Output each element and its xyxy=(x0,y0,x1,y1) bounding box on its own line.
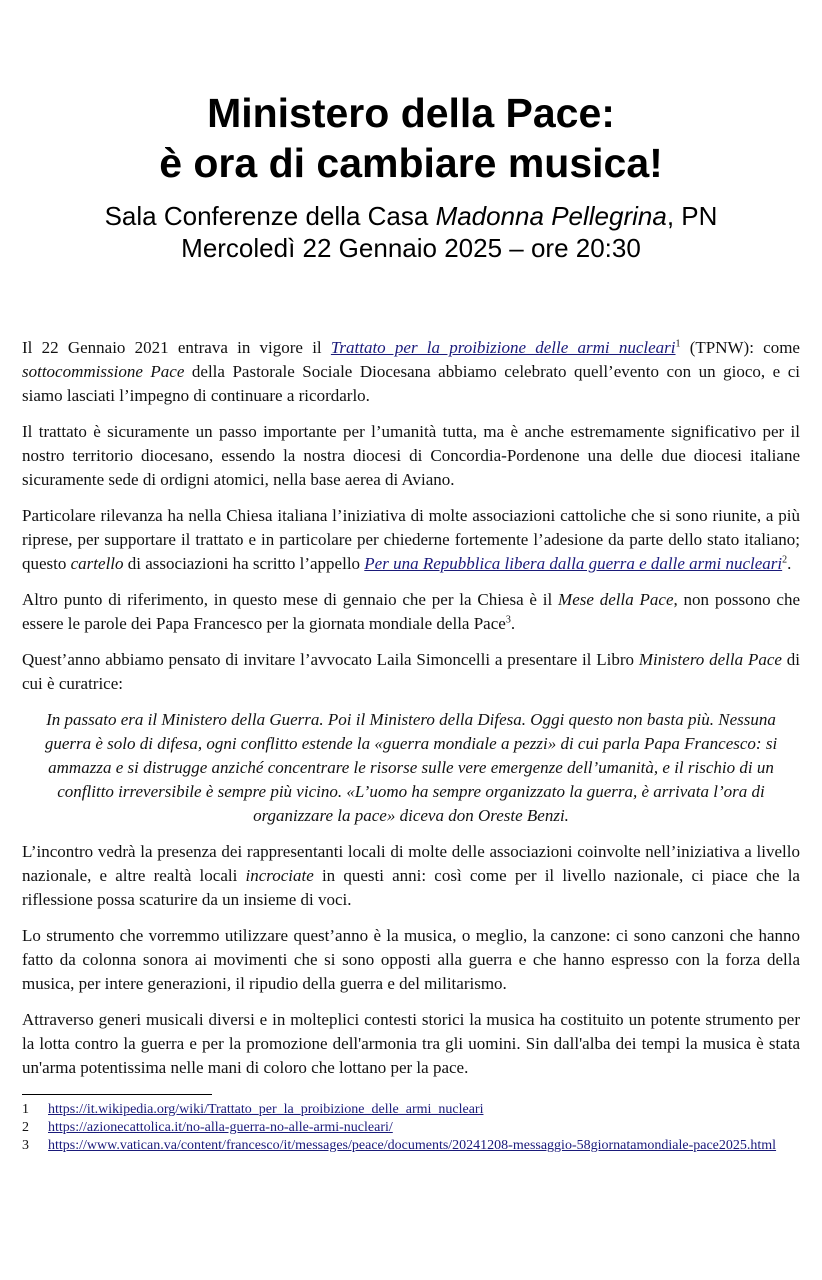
paragraph-text: Altro punto di riferimento, in questo mese di gennaio che per la Chiesa è il xyxy=(22,590,559,609)
footnote-1 xyxy=(22,1101,800,1118)
emphasis-text: incrociate xyxy=(245,866,314,885)
book-quote: In passato era il Ministero della Guerra. Poi il Ministero della Difesa. Oggi questo non basta più. Nessuna guerra è solo di difesa, ogni conflitto estende la «guerra mondiale a pezzi» di cui parla Papa Francesco: si ammazza e si distrugge anziché concentrare le risorse sulle vere emergenze dell’umanità, e il rischio di un conflitto irreversibile è sempre più vicino. «L’uomo ha sempre organizzato la guerra, è arrivata l’ora di organizzare la pace» diceva don Oreste Benzi. xyxy=(44,710,778,825)
footnote-divider xyxy=(22,1094,212,1095)
paragraph-3 xyxy=(22,504,800,576)
footnote-number: 2 xyxy=(22,1120,29,1135)
title-line-1: Ministero della Pace: xyxy=(207,90,615,136)
appeal-link[interactable]: Per una Repubblica libera dalla guerra e dalle armi nucleari xyxy=(364,554,783,573)
tpnw-link[interactable]: Trattato per la proibizione delle armi nucleari xyxy=(330,338,676,357)
paragraph-text: L’incontro vedrà la presenza dei rappresentanti locali di molte delle associazioni coinvolte nell’iniziativa a livello nazionale, e altre realtà locali xyxy=(22,842,800,885)
paragraph-text: in questi anni: così come per il livello nazionale, ci piace che la riflessione possa scaturire da un insieme di voci. xyxy=(22,866,800,909)
footnote-ref-3: 3 xyxy=(505,614,511,626)
paragraph-text: Quest’anno abbiamo pensato di invitare l’avvocato Laila Simoncelli a presentare il Libro xyxy=(22,650,639,669)
event-subtitle xyxy=(22,200,800,264)
document-body xyxy=(22,336,800,1154)
footnote-2 xyxy=(22,1119,800,1136)
footnote-number: 3 xyxy=(22,1138,29,1153)
venue-city: , PN xyxy=(666,201,718,231)
paragraph-6 xyxy=(22,840,800,912)
paragraph-1 xyxy=(22,336,800,408)
paragraph-text: di cui è curatrice: xyxy=(22,650,800,693)
page-title xyxy=(22,0,800,188)
footnote-ref-2: 2 xyxy=(782,554,788,566)
footnote-3 xyxy=(22,1137,800,1154)
paragraph-text: Il 22 Gennaio 2021 entrava in vigore il xyxy=(22,338,331,357)
paragraph-text: Particolare rilevanza ha nella Chiesa italiana l’iniziativa di molte associazioni cattoliche che si sono riunite, a più riprese, per supportare il trattato e in particolare per chiederne fortemente l’adesione da parte dello stato italiano; questo xyxy=(22,506,800,573)
paragraph-text: della Pastorale Sociale Diocesana abbiamo celebrato quell’evento con un gioco, e ci siamo lasciati l’impegno di continuare a ricordarlo. xyxy=(22,362,801,405)
emphasis-text: Mese della Pace xyxy=(558,590,674,609)
footnote-number: 1 xyxy=(22,1102,29,1117)
footnote-ref-1: 1 xyxy=(675,338,681,350)
footnote-link-1[interactable]: https://it.wikipedia.org/wiki/Trattato_per_la_proibizione_delle_armi_nucleari xyxy=(48,1102,484,1117)
paragraph-text: , non possono che essere le parole dei Papa Francesco per la giornata mondiale della Pace xyxy=(22,590,800,633)
venue-text: Sala Conferenze della Casa xyxy=(104,201,436,231)
paragraph-7: Lo strumento che vorremmo utilizzare quest’anno è la musica, o meglio, la canzone: ci sono canzoni che hanno fatto da colonna sonora ai movimenti che si sono opposti alla guerra e che hanno espresso con la forza della musica, per intere generazioni, il ripudio della guerra e del militarismo. xyxy=(22,926,800,993)
paragraph-5 xyxy=(22,648,800,696)
footnote-link-2[interactable]: https://azionecattolica.it/no-alla-guerra-no-alle-armi-nucleari/ xyxy=(48,1120,393,1135)
footnote-link-3[interactable]: https://www.vatican.va/content/francesco/it/messages/peace/documents/20241208-messaggio-58giornatamondiale-pace2025.html xyxy=(48,1138,777,1153)
paragraph-8: Attraverso generi musicali diversi e in molteplici contesti storici la musica ha costituito un potente strumento per la lotta contro la guerra e per la promozione dell'armonia tra gli uomini. Sin dall'alba dei tempi la musica è stata un'arma potentissima nelle mani di coloro che lottano per la pace. xyxy=(22,1010,800,1077)
paragraph-text: di associazioni ha scritto l’appello xyxy=(123,554,365,573)
paragraph-2: Il trattato è sicuramente un passo importante per l’umanità tutta, ma è anche estremamente significativo per il nostro territorio diocesano, essendo la nostra diocesi di Concordia-Pordenone una delle due diocesi italiane sicuramente sede di ordigni atomici, nella base aerea di Aviano. xyxy=(22,422,800,489)
emphasis-text: sottocommissione Pace xyxy=(22,362,185,381)
book-title: Ministero della Pace xyxy=(638,650,782,669)
paragraph-text: . xyxy=(510,614,516,633)
paragraph-text: (TPNW): come xyxy=(680,338,800,357)
emphasis-text: cartello xyxy=(70,554,124,573)
paragraph-text: . xyxy=(787,554,792,573)
paragraph-4 xyxy=(22,588,800,636)
title-line-2: è ora di cambiare musica! xyxy=(159,140,663,186)
venue-name: Madonna Pellegrina xyxy=(435,201,667,231)
event-date: Mercoledì 22 Gennaio 2025 – ore 20:30 xyxy=(181,233,641,263)
